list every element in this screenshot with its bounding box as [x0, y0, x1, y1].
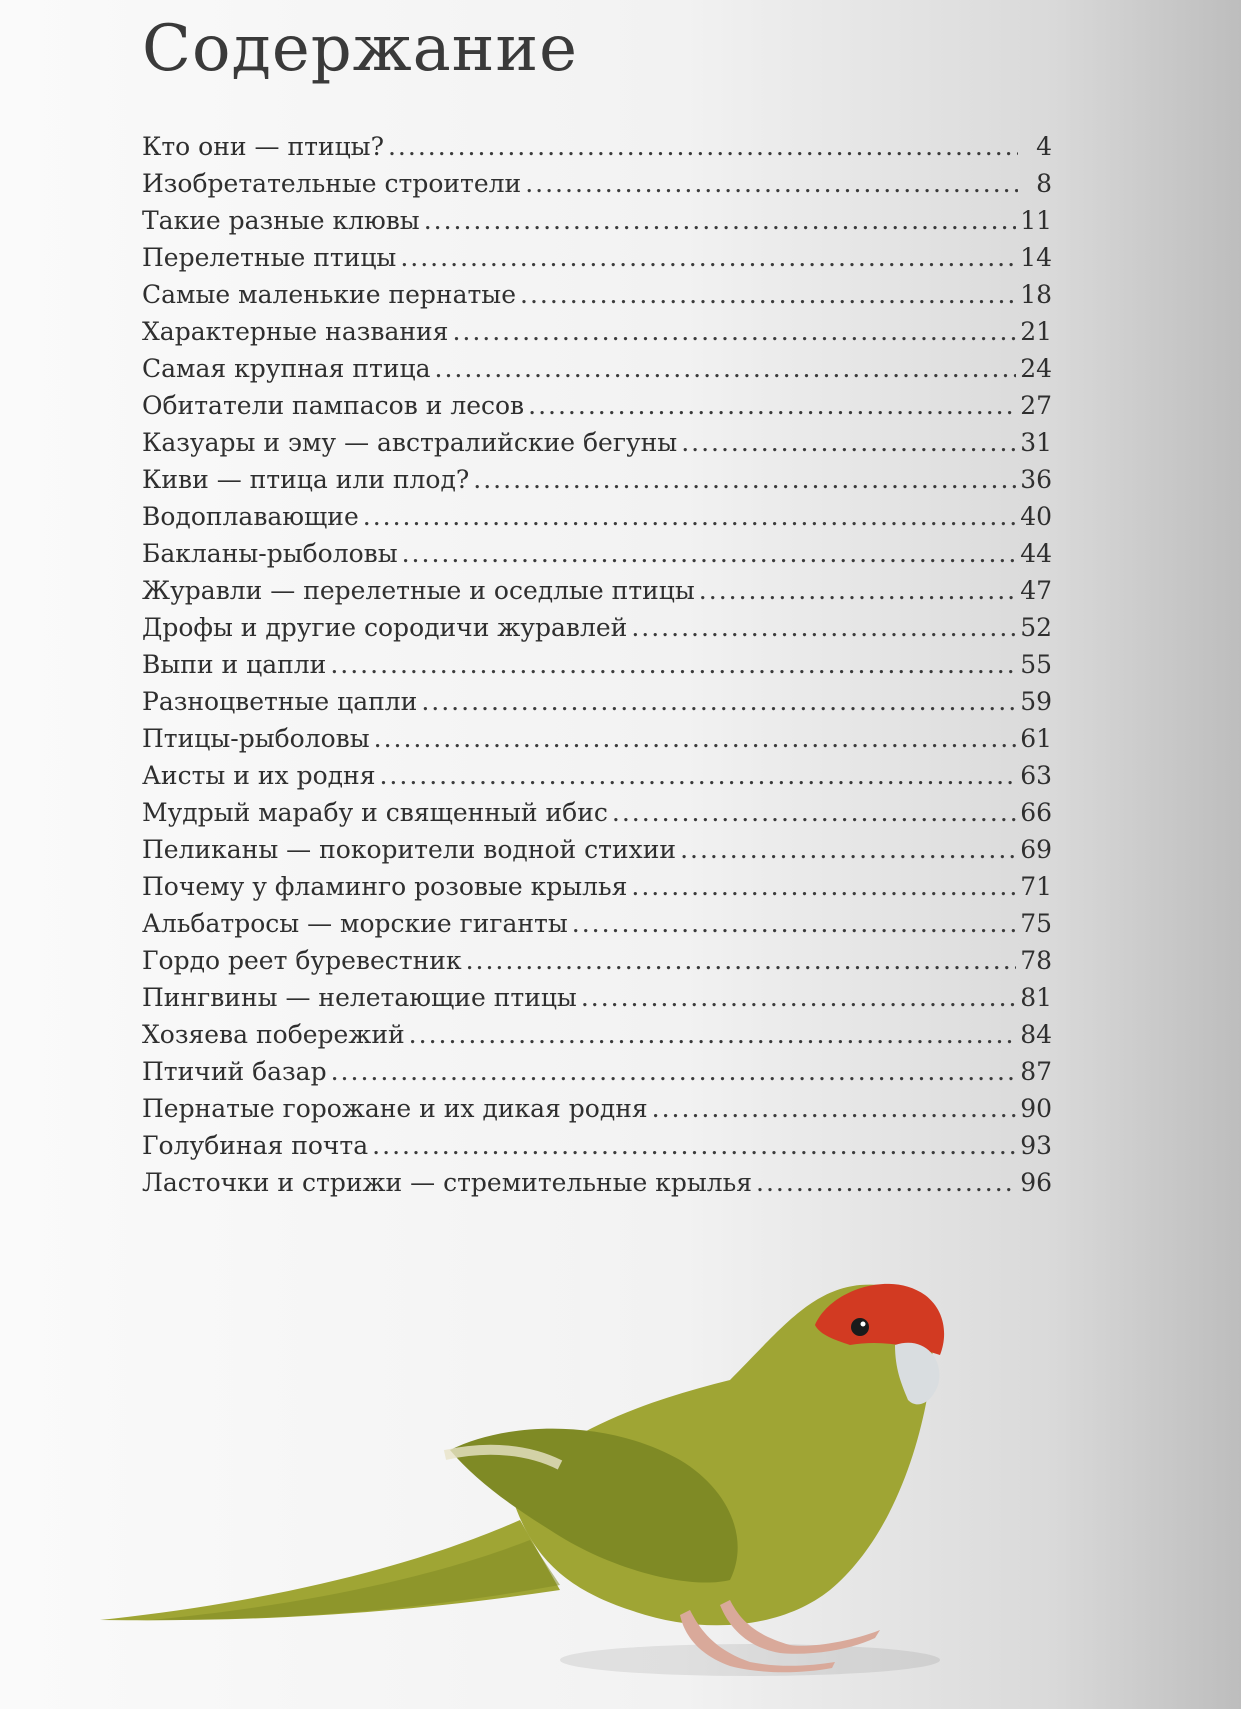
- toc-entry: [142, 206, 1052, 243]
- toc-entry-page-number: 8: [1036, 169, 1052, 198]
- toc-entry-title: Самая крупная птица: [142, 354, 431, 383]
- toc-entry-title: Такие разные клювы: [142, 206, 420, 235]
- toc-entry: [142, 317, 1052, 354]
- toc-entry: [142, 761, 1052, 798]
- toc-entry-title: Хозяева побережий: [142, 1020, 405, 1049]
- toc-entry-page-number: 84: [1020, 1020, 1052, 1049]
- toc-entry: [142, 169, 1052, 206]
- toc-dot-leader: [421, 687, 1016, 716]
- toc-dot-leader: [528, 391, 1016, 420]
- toc-dot-leader: [756, 1168, 1016, 1197]
- toc-entry-page-number: 63: [1020, 761, 1052, 790]
- toc-entry-page-number: 96: [1020, 1168, 1052, 1197]
- toc-dot-leader: [424, 206, 1016, 235]
- toc-entry: [142, 872, 1052, 909]
- toc-entry-title: Голубиная почта: [142, 1131, 369, 1160]
- toc-dot-leader: [473, 465, 1016, 494]
- toc-entry: [142, 539, 1052, 576]
- toc-dot-leader: [452, 317, 1016, 346]
- toc-dot-leader: [400, 243, 1016, 272]
- toc-entry: [142, 1094, 1052, 1131]
- toc-entry-page-number: 61: [1020, 724, 1052, 753]
- toc-entry-page-number: 47: [1020, 576, 1052, 605]
- parakeet-illustration: [90, 1270, 1050, 1690]
- toc-dot-leader: [372, 1131, 1016, 1160]
- toc-entry-page-number: 24: [1020, 354, 1052, 383]
- toc-entry-page-number: 52: [1020, 613, 1052, 642]
- toc-entry: [142, 724, 1052, 761]
- bird-shadow: [560, 1644, 940, 1676]
- toc-entry-page-number: 71: [1020, 872, 1052, 901]
- toc-entry: [142, 1168, 1052, 1205]
- toc-entry: [142, 465, 1052, 502]
- toc-entry: [142, 835, 1052, 872]
- toc-entry-page-number: 11: [1020, 206, 1052, 235]
- toc-entry-title: Самые маленькие пернатые: [142, 280, 516, 309]
- toc-dot-leader: [374, 724, 1017, 753]
- toc-entry-page-number: 21: [1020, 317, 1052, 346]
- toc-dot-leader: [331, 1057, 1017, 1086]
- toc-dot-leader: [581, 983, 1016, 1012]
- toc-entry-page-number: 14: [1020, 243, 1052, 272]
- toc-entry-title: Изобретательные строители: [142, 169, 522, 198]
- toc-entry: [142, 909, 1052, 946]
- toc-dot-leader: [631, 872, 1016, 901]
- toc-entry-title: Пеликаны — покорители водной стихии: [142, 835, 677, 864]
- toc-entry-title: Кто они — птицы?: [142, 132, 384, 161]
- toc-dot-leader: [466, 946, 1017, 975]
- toc-entry-title: Мудрый марабу и священный ибис: [142, 798, 608, 827]
- toc-dot-leader: [409, 1020, 1017, 1049]
- toc-entry-title: Характерные названия: [142, 317, 449, 346]
- toc-dot-leader: [379, 761, 1016, 790]
- toc-entry-title: Бакланы-рыболовы: [142, 539, 398, 568]
- toc-entry-title: Водоплавающие: [142, 502, 359, 531]
- toc-entry-page-number: 27: [1020, 391, 1052, 420]
- toc-entry-page-number: 18: [1020, 280, 1052, 309]
- toc-entry: [142, 798, 1052, 835]
- toc-entry: [142, 1020, 1052, 1057]
- toc-entry-title: Перелетные птицы: [142, 243, 397, 272]
- toc-entry-title: Разноцветные цапли: [142, 687, 418, 716]
- toc-entry-page-number: 44: [1020, 539, 1052, 568]
- toc-entry-page-number: 55: [1020, 650, 1052, 679]
- toc-entry: [142, 946, 1052, 983]
- page-title: Содержание: [142, 12, 578, 86]
- toc-entry-page-number: 93: [1020, 1131, 1052, 1160]
- toc-entry: [142, 391, 1052, 428]
- toc-entry-page-number: 66: [1020, 798, 1052, 827]
- toc-entry-page-number: 40: [1020, 502, 1052, 531]
- toc-entry-title: Гордо реет буревестник: [142, 946, 462, 975]
- toc-entry-page-number: 81: [1020, 983, 1052, 1012]
- toc-entry: [142, 1057, 1052, 1094]
- toc-entry-page-number: 36: [1020, 465, 1052, 494]
- toc-entry-title: Ласточки и стрижи — стремительные крылья: [142, 1168, 753, 1197]
- toc-dot-leader: [612, 798, 1016, 827]
- toc-entry-page-number: 75: [1020, 909, 1052, 938]
- toc-entry-title: Пингвины — нелетающие птицы: [142, 983, 577, 1012]
- toc-entry: [142, 576, 1052, 613]
- toc-entry-title: Альбатросы — морские гиганты: [142, 909, 568, 938]
- toc-entry-title: Птицы-рыболовы: [142, 724, 370, 753]
- bird-eye: [851, 1318, 869, 1336]
- toc-dot-leader: [699, 576, 1016, 605]
- toc-entry: [142, 354, 1052, 391]
- toc-entry: [142, 243, 1052, 280]
- toc-dot-leader: [388, 132, 1018, 161]
- toc-dot-leader: [681, 428, 1016, 457]
- toc-entry: [142, 428, 1052, 465]
- toc-dot-leader: [520, 280, 1016, 309]
- toc-entry: [142, 613, 1052, 650]
- toc-entry-title: Казуары и эму — австралийские бегуны: [142, 428, 678, 457]
- toc-entry: [142, 1131, 1052, 1168]
- toc-entry-title: Пернатые горожане и их дикая родня: [142, 1094, 648, 1123]
- toc-entry-page-number: 87: [1020, 1057, 1052, 1086]
- toc-entry-title: Журавли — перелетные и оседлые птицы: [142, 576, 695, 605]
- toc-entry-title: Выпи и цапли: [142, 650, 327, 679]
- toc-entry-page-number: 78: [1020, 946, 1052, 975]
- toc-entry-title: Обитатели пампасов и лесов: [142, 391, 525, 420]
- toc-dot-leader: [572, 909, 1016, 938]
- toc-entry-title: Аисты и их родня: [142, 761, 376, 790]
- toc-dot-leader: [402, 539, 1017, 568]
- toc-dot-leader: [525, 169, 1018, 198]
- toc-dot-leader: [652, 1094, 1017, 1123]
- table-of-contents: [142, 132, 1052, 1205]
- toc-dot-leader: [330, 650, 1016, 679]
- toc-entry-page-number: 31: [1020, 428, 1052, 457]
- toc-entry: [142, 132, 1052, 169]
- toc-entry-title: Почему у фламинго розовые крылья: [142, 872, 628, 901]
- toc-entry: [142, 983, 1052, 1020]
- toc-entry-page-number: 59: [1020, 687, 1052, 716]
- toc-entry-title: Киви — птица или плод?: [142, 465, 470, 494]
- toc-dot-leader: [435, 354, 1017, 383]
- toc-entry-page-number: 90: [1020, 1094, 1052, 1123]
- toc-entry: [142, 687, 1052, 724]
- toc-entry: [142, 650, 1052, 687]
- toc-dot-leader: [680, 835, 1016, 864]
- toc-entry: [142, 280, 1052, 317]
- toc-entry-page-number: 4: [1036, 132, 1052, 161]
- toc-dot-leader: [631, 613, 1016, 642]
- toc-entry: [142, 502, 1052, 539]
- toc-entry-title: Дрофы и другие сородичи журавлей: [142, 613, 628, 642]
- toc-entry-page-number: 69: [1020, 835, 1052, 864]
- toc-dot-leader: [363, 502, 1016, 531]
- toc-entry-title: Птичий базар: [142, 1057, 327, 1086]
- bird-eye-highlight: [861, 1322, 866, 1327]
